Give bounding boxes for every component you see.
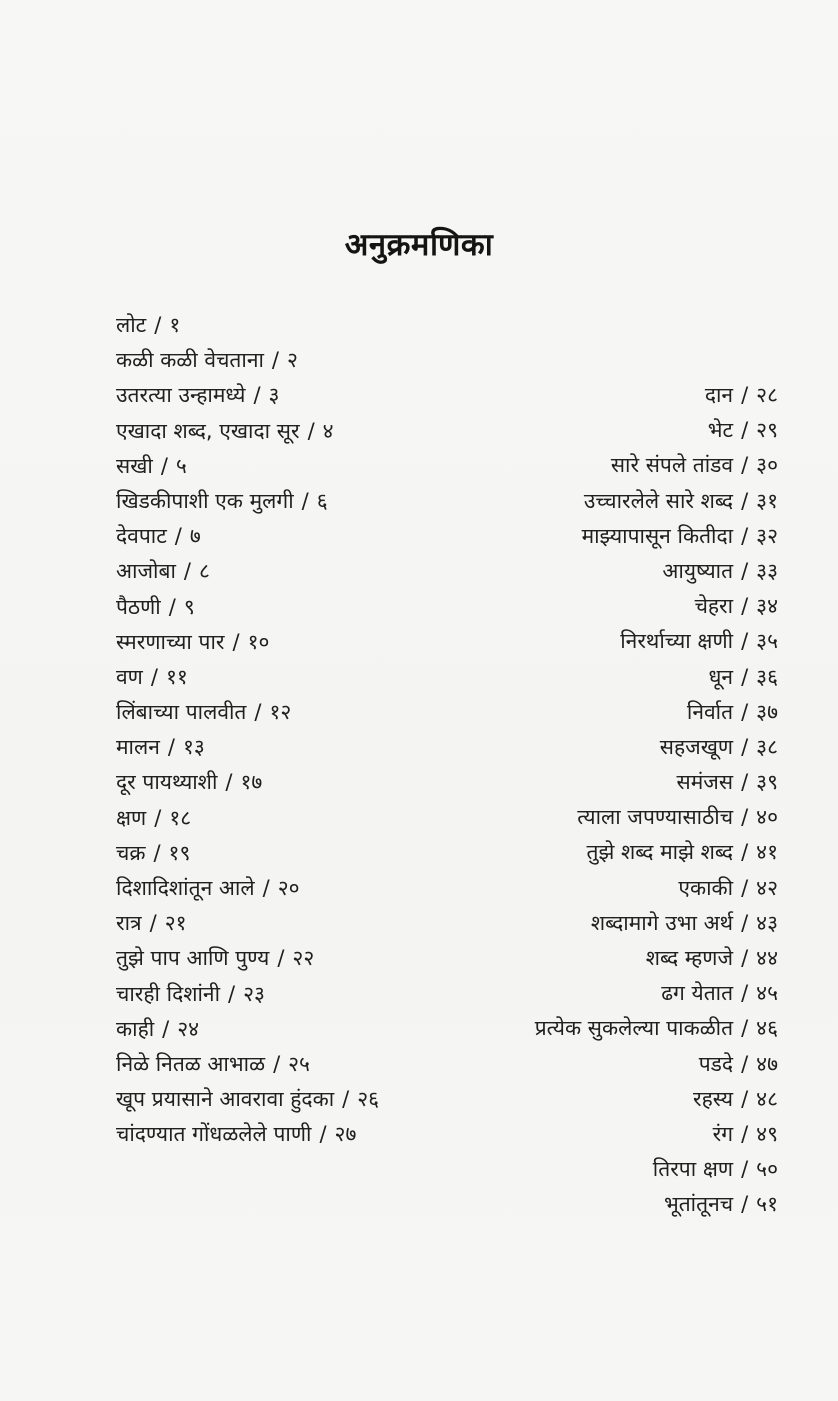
toc-entry xyxy=(535,378,778,413)
toc-entry-title: खूप प्रयासाने आवरावा हुंदका xyxy=(116,1087,335,1112)
toc-entry-title: भूतांतूनच xyxy=(663,1192,734,1217)
toc-separator: / xyxy=(271,348,279,373)
toc-entry-page: ४० xyxy=(756,805,778,830)
toc-entry xyxy=(116,941,379,976)
toc-entry-title: शब्द म्हणजे xyxy=(645,946,734,970)
toc-entry-title: क्षण xyxy=(116,805,147,830)
toc-entry-page: ४८ xyxy=(756,1086,778,1111)
toc-entry xyxy=(116,1082,379,1117)
toc-entry xyxy=(535,624,778,659)
toc-entry-title: माझ्यापासून कितीदा xyxy=(581,523,734,548)
toc-separator: / xyxy=(741,770,749,795)
toc-entry xyxy=(535,519,778,554)
toc-entry xyxy=(116,977,379,1012)
toc-separator: / xyxy=(167,735,175,760)
toc-separator: / xyxy=(168,594,176,619)
toc-entry-title: सहजखूण xyxy=(659,734,734,759)
toc-entry-title: आयुष्यात xyxy=(662,558,734,583)
toc-entry-title: कळी कळी वेचताना xyxy=(116,348,264,373)
toc-entry-title: दिशादिशांतून आले xyxy=(116,876,255,900)
toc-separator: / xyxy=(254,700,262,725)
toc-separator: / xyxy=(174,524,182,549)
toc-entry-title: ढग येतात xyxy=(661,981,734,1006)
toc-entry-page: ११ xyxy=(165,664,188,689)
toc-separator: / xyxy=(741,558,749,583)
toc-entry xyxy=(535,448,778,483)
toc-entry xyxy=(535,660,778,695)
toc-entry-title: दूर पायथ्याशी xyxy=(116,770,218,795)
toc-separator: / xyxy=(162,1016,170,1041)
toc-separator: / xyxy=(741,453,749,478)
toc-separator: / xyxy=(741,418,749,443)
toc-entry-page: १३ xyxy=(182,735,205,760)
toc-entry-page: ७ xyxy=(189,524,201,549)
toc-separator: / xyxy=(741,1051,749,1076)
toc-entry-title: शब्दामागे उभा अर्थ xyxy=(590,910,734,935)
toc-separator: / xyxy=(253,383,261,408)
toc-entry-title: वण xyxy=(116,664,143,689)
toc-entry xyxy=(116,484,379,519)
toc-entry-title: निर्वात xyxy=(686,699,734,724)
toc-entry-page: ४ xyxy=(322,418,334,443)
toc-entry-page: ८ xyxy=(199,559,210,584)
toc-separator: / xyxy=(154,805,162,830)
toc-right-column xyxy=(535,378,778,1223)
toc-entry xyxy=(116,590,379,625)
toc-entry-title: रहस्य xyxy=(692,1086,734,1111)
toc-entry xyxy=(116,519,379,554)
toc-separator: / xyxy=(342,1087,350,1112)
toc-entry-title: उच्चारलेले सारे शब्द xyxy=(583,488,734,513)
toc-entry-title: प्रत्येक सुकलेल्या पाकळीत xyxy=(534,1016,734,1041)
toc-left-column xyxy=(116,308,379,1153)
toc-separator: / xyxy=(741,488,749,513)
toc-entry-page: ४६ xyxy=(756,1016,778,1041)
toc-separator: / xyxy=(741,1192,749,1217)
toc-entry-page: १९ xyxy=(168,840,191,865)
toc-entry xyxy=(535,765,778,800)
toc-entry-page: ५ xyxy=(175,453,187,478)
toc-entry-title: खिडकीपाशी एक मुलगी xyxy=(116,488,294,513)
toc-entry xyxy=(535,835,778,870)
toc-entry-page: ३४ xyxy=(756,594,778,619)
toc-entry-title: चारही दिशांनी xyxy=(116,981,221,1006)
toc-entry-title: लिंबाच्या पालवीत xyxy=(116,700,247,725)
toc-entry-page: ३२ xyxy=(756,523,778,548)
toc-separator: / xyxy=(741,699,749,724)
toc-entry xyxy=(535,1047,778,1082)
toc-entry xyxy=(116,871,379,906)
toc-entry xyxy=(116,1012,379,1047)
toc-entry-page: २६ xyxy=(357,1087,380,1112)
toc-entry-page: ३३ xyxy=(756,558,778,583)
toc-entry-title: रंग xyxy=(712,1121,734,1146)
toc-entry xyxy=(535,976,778,1011)
toc-entry-page: १० xyxy=(247,629,270,654)
toc-entry-title: लोट xyxy=(116,313,147,337)
toc-entry xyxy=(116,1047,379,1082)
toc-entry-title: तिरपा क्षण xyxy=(652,1157,734,1182)
toc-entry-page: ५१ xyxy=(756,1192,778,1217)
toc-separator: / xyxy=(228,981,236,1006)
toc-separator: / xyxy=(741,1157,749,1182)
toc-entry-page: ३६ xyxy=(756,664,778,689)
toc-entry-page: २८ xyxy=(756,383,778,407)
toc-entry-page: ४२ xyxy=(756,875,778,900)
toc-entry-page: २५ xyxy=(288,1051,310,1076)
toc-entry-title: तुझे पाप आणि पुण्य xyxy=(116,946,270,971)
toc-entry-page: १७ xyxy=(240,770,263,795)
toc-entry xyxy=(535,906,778,941)
toc-entry-title: निळे नितळ आभाळ xyxy=(116,1051,266,1076)
toc-entry-title: समंजस xyxy=(676,770,734,795)
toc-separator: / xyxy=(153,840,161,865)
toc-separator: / xyxy=(741,910,749,935)
toc-entry xyxy=(116,378,379,413)
toc-separator: / xyxy=(273,1051,281,1076)
toc-entry-page: ४१ xyxy=(756,840,778,865)
toc-separator: / xyxy=(741,629,749,654)
toc-entry-page: ४९ xyxy=(756,1121,778,1146)
toc-entry-page: २९ xyxy=(756,418,778,443)
toc-entry-page: २३ xyxy=(243,981,265,1006)
toc-entry-page: ५० xyxy=(756,1157,778,1182)
toc-entry-page: ९ xyxy=(183,594,195,619)
toc-separator: / xyxy=(150,664,158,689)
page-title: अनुक्रमणिका xyxy=(344,227,494,263)
toc-entry xyxy=(535,484,778,519)
toc-separator: / xyxy=(149,911,157,936)
toc-entry-title: उतरत्या उन्हामध्ये xyxy=(116,383,246,408)
toc-entry xyxy=(116,660,379,695)
toc-separator: / xyxy=(741,594,749,619)
toc-entry xyxy=(116,554,379,589)
toc-entry-page: २ xyxy=(287,348,298,373)
toc-entry-page: ३५ xyxy=(756,629,778,654)
toc-separator: / xyxy=(262,876,270,900)
toc-separator: / xyxy=(741,946,749,970)
toc-entry-title: त्याला जपण्यासाठीच xyxy=(577,805,734,830)
toc-entry-title: स्मरणाच्या पार xyxy=(116,629,225,654)
toc-separator: / xyxy=(741,734,749,759)
toc-entry xyxy=(535,1187,778,1222)
toc-entry xyxy=(116,906,379,941)
toc-separator: / xyxy=(741,805,749,830)
toc-entry-title: एकाकी xyxy=(678,875,734,900)
toc-entry-page: ६ xyxy=(316,488,328,513)
toc-entry xyxy=(116,449,379,484)
toc-entry-title: भेट xyxy=(707,418,734,443)
toc-entry-page: ३९ xyxy=(756,770,778,795)
toc-entry-page: ४५ xyxy=(756,981,778,1006)
toc-entry-title: सारे संपले तांडव xyxy=(610,453,734,478)
toc-separator: / xyxy=(183,559,191,584)
toc-separator: / xyxy=(307,418,315,443)
toc-entry xyxy=(535,871,778,906)
toc-separator: / xyxy=(277,946,285,971)
toc-entry-page: १८ xyxy=(169,805,192,830)
toc-entry xyxy=(116,730,379,765)
toc-entry xyxy=(535,730,778,765)
toc-separator: / xyxy=(741,840,749,865)
toc-entry xyxy=(535,695,778,730)
toc-separator: / xyxy=(741,383,749,407)
toc-entry-title: पैठणी xyxy=(116,594,161,619)
toc-separator: / xyxy=(154,313,162,337)
toc-entry-page: ४४ xyxy=(756,946,778,970)
toc-separator: / xyxy=(741,1016,749,1041)
toc-entry-page: १ xyxy=(169,313,181,337)
toc-separator: / xyxy=(301,488,309,513)
toc-entry-page: ३७ xyxy=(756,699,778,724)
toc-entry-title: एखादा शब्द, एखादा सूर xyxy=(116,418,300,443)
toc-separator: / xyxy=(232,629,240,654)
toc-entry-title: आजोबा xyxy=(116,559,176,584)
toc-separator: / xyxy=(741,1121,749,1146)
toc-separator: / xyxy=(741,981,749,1006)
toc-entry xyxy=(535,800,778,835)
toc-entry xyxy=(535,413,778,448)
toc-entry xyxy=(116,308,379,343)
toc-entry-title: निरर्थाच्या क्षणी xyxy=(620,629,734,654)
toc-entry-title: पडदे xyxy=(698,1051,734,1076)
toc-entry xyxy=(535,1117,778,1152)
toc-entry xyxy=(116,765,379,800)
toc-separator: / xyxy=(741,523,749,548)
toc-separator: / xyxy=(741,875,749,900)
toc-entry-page: ४३ xyxy=(756,910,778,935)
toc-entry xyxy=(535,1011,778,1046)
toc-separator: / xyxy=(741,664,749,689)
toc-entry-title: काही xyxy=(116,1016,155,1041)
toc-separator: / xyxy=(225,770,233,795)
toc-entry xyxy=(116,801,379,836)
toc-entry-page: ३८ xyxy=(756,734,778,759)
toc-entry xyxy=(116,695,379,730)
toc-entry-page: २० xyxy=(277,876,300,900)
toc-entry-title: सखी xyxy=(116,453,153,478)
toc-entry xyxy=(535,1082,778,1117)
toc-entry-title: मालन xyxy=(116,735,160,760)
toc-entry-page: १२ xyxy=(269,700,292,725)
toc-entry-title: धून xyxy=(708,664,734,689)
toc-entry-page: ४७ xyxy=(756,1051,778,1076)
toc-entry xyxy=(116,343,379,378)
toc-entry xyxy=(535,1152,778,1187)
toc-entry-title: चक्र xyxy=(116,840,146,865)
toc-entry-page: २७ xyxy=(334,1122,357,1147)
toc-entry-page: २१ xyxy=(164,911,187,936)
toc-entry-title: चेहरा xyxy=(694,594,734,619)
toc-entry-title: देवपाट xyxy=(116,524,167,549)
toc-entry-page: २२ xyxy=(292,946,315,971)
toc-entry xyxy=(116,414,379,449)
toc-entry xyxy=(116,836,379,871)
toc-entry-page: ३ xyxy=(268,383,280,408)
toc-entry-title: रात्र xyxy=(116,911,142,936)
toc-entry-title: तुझे शब्द माझे शब्द xyxy=(586,840,734,865)
toc-entry-page: ३१ xyxy=(756,488,778,513)
toc-entry-title: चांदण्यात गोंधळलेले पाणी xyxy=(116,1122,312,1147)
toc-entry xyxy=(535,554,778,589)
toc-entry-page: २४ xyxy=(177,1016,200,1041)
toc-separator: / xyxy=(741,1086,749,1111)
toc-entry xyxy=(116,1117,379,1152)
toc-separator: / xyxy=(160,453,168,478)
toc-entry-title: दान xyxy=(704,383,734,407)
toc-entry-page: ३० xyxy=(756,453,778,478)
toc-entry xyxy=(116,625,379,660)
toc-entry xyxy=(535,589,778,624)
toc-separator: / xyxy=(319,1122,327,1147)
toc-entry xyxy=(535,941,778,976)
